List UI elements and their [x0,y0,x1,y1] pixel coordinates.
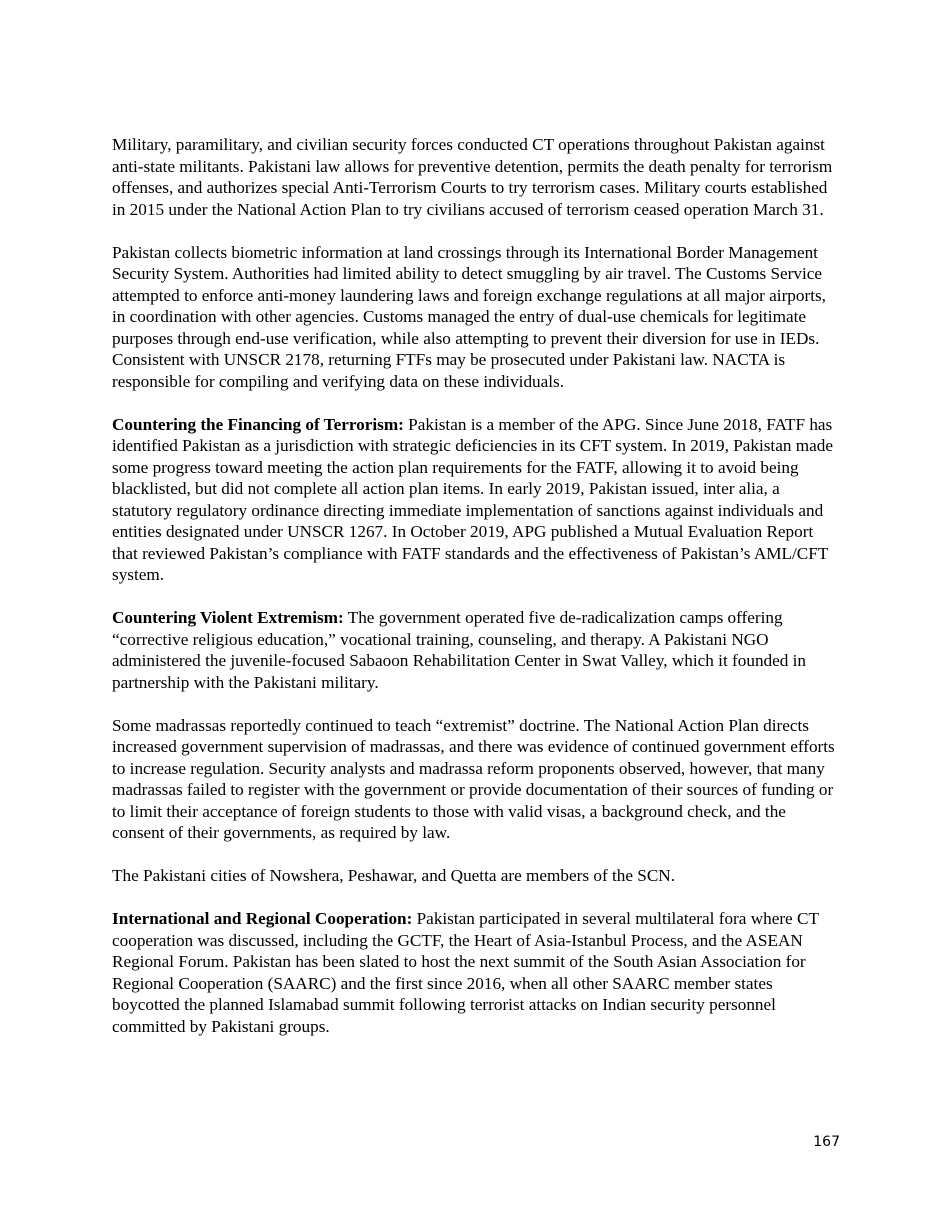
paragraph-madrassas [112,715,842,844]
paragraph-text: The government operated five de-radicalization camps offering “corrective religious education,” vocational training, counseling, and therapy. A Pakistani NGO administered the juvenile-focused Sabaoon Rehabilitation Center in Swat Valley, which it founded in partnership with the Pakistani military. [112,608,807,692]
section-heading: Countering Violent Extremism: [112,608,344,627]
paragraph-scn-cities [112,865,842,887]
paragraph-text: Pakistan is a member of the APG. Since June 2018, FATF has identified Pakistan as a jurisdiction with strategic deficiencies in its CFT system. In 2019, Pakistan made some progress toward meeting the action plan requirements for the FATF, allowing it to avoid being blacklisted, but did not complete all action plan items. In early 2019, Pakistan issued, inter alia, a statutory regulatory ordinance directing immediate implementation of sanctions against individuals and entities designated under UNSCR 1267. In October 2019, APG published a Mutual Evaluation Report that reviewed Pakistan’s compliance with FATF standards and the effectiveness of Pakistan’s AML/CFT system. [112,414,833,584]
page-number: 167 [813,1134,840,1150]
paragraph-text: Pakistan collects biometric information at land crossings through its International Border Management Security System. Authorities had limited ability to detect smuggling by air travel. The Customs Service attempted to enforce anti-money laundering laws and foreign exchange regulations at all major airports, in coordination with other agencies. Customs managed the entry of dual-use chemicals for legitimate purposes through end-use verification, while also attempting to prevent their diversion for use in IEDs. Consistent with UNSCR 2178, returning FTFs may be prosecuted under Pakistani law. NACTA is responsible for compiling and verifying data on these individuals. [112,242,826,391]
paragraph-text: Military, paramilitary, and civilian security forces conducted CT operations throughout Pakistan against anti-state militants. Pakistani law allows for preventive detention, permits the death penalty for terrorism offenses, and authorizes special Anti-Terrorism Courts to try terrorism cases. Military courts established in 2015 under the National Action Plan to try civilians accused of terrorism ceased operation March 31. [112,135,833,219]
section-heading: International and Regional Cooperation: [112,909,413,928]
paragraph-text: Pakistan participated in several multilateral fora where CT cooperation was discussed, including the GCTF, the Heart of Asia-Istanbul Process, and the ASEAN Regional Forum. Pakistan has been slated to host the next summit of the South Asian Association for Regional Cooperation (SAARC) and the first since 2016, when all other SAARC member states boycotted the planned Islamabad summit following terrorist attacks on Indian security personnel committed by Pakistani groups. [112,909,819,1036]
paragraph-text: The Pakistani cities of Nowshera, Peshawar, and Quetta are members of the SCN. [112,866,675,885]
paragraph-border-security [112,242,842,393]
paragraph-violent-extremism [112,607,842,693]
paragraph-financing-of-terrorism [112,414,842,586]
document-body [112,134,842,1059]
section-heading: Countering the Financing of Terrorism: [112,414,404,434]
paragraph-regional-cooperation [112,908,842,1037]
paragraph-ct-operations [112,134,842,220]
paragraph-text: Some madrassas reportedly continued to teach “extremist” doctrine. The National Action Plan directs increased government supervision of madrassas, and there was evidence of continued government efforts to increase regulation. Security analysts and madrassa reform proponents observed, however, that many madrassas failed to register with the government or provide documentation of their sources of funding or to limit their acceptance of foreign students to those with valid visas, a background check, and the consent of their governments, as required by law. [112,715,835,842]
